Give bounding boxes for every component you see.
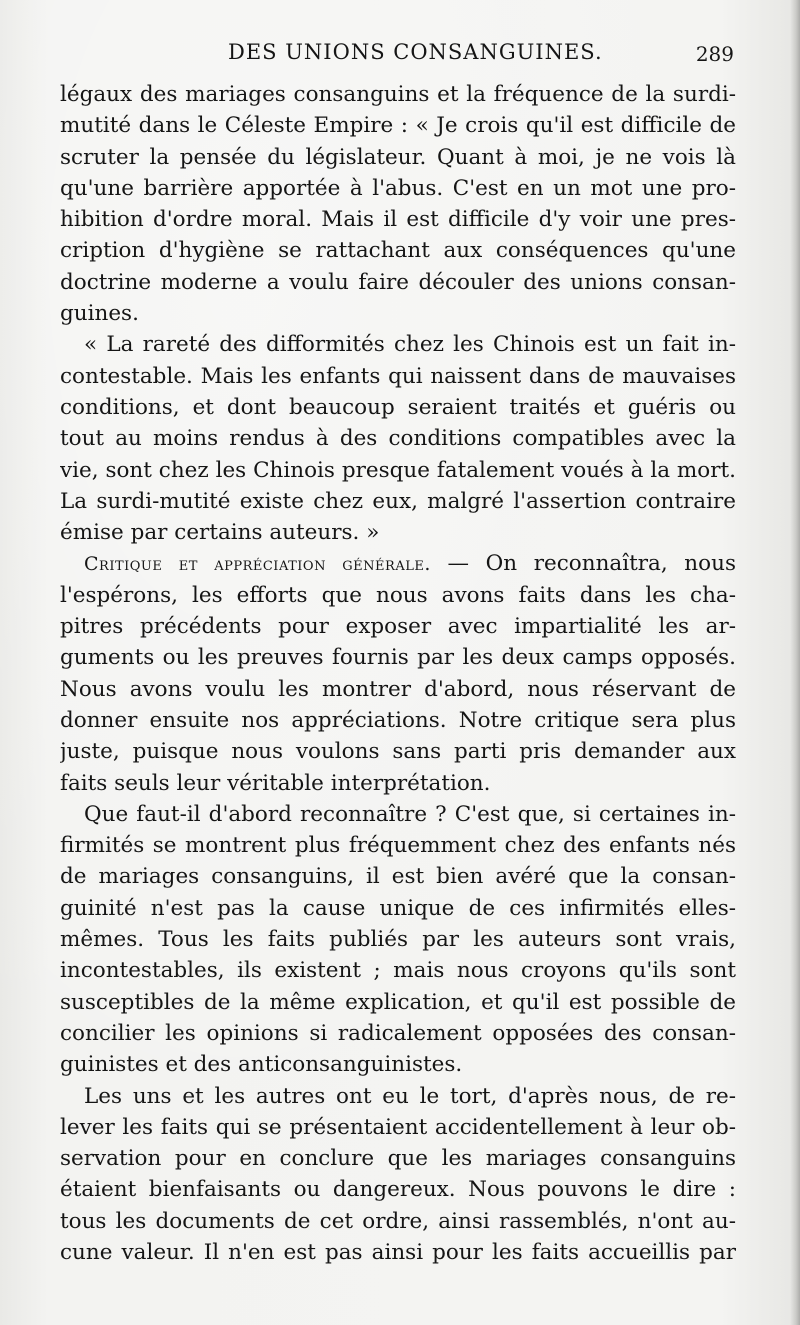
text-line: cune valeur. Il n'en est pas ainsi pour les faits accueillis par — [60, 1239, 736, 1265]
text-line: juste, puisque nous voulons sans parti pris demander aux — [60, 739, 736, 765]
page-number: 289 — [695, 42, 734, 66]
text-line: Nous avons voulu les montrer d'abord, nous réservant de — [60, 676, 736, 702]
text-line: l'espérons, les efforts que nous avons faits dans les cha- — [60, 582, 736, 608]
running-head — [60, 36, 736, 68]
text-line: « La rareté des difformités chez les Chinois est un fait in- — [84, 332, 736, 358]
text-line: mutité dans le Céleste Empire : « Je crois qu'il est difficile de — [60, 113, 736, 139]
text-line: La surdi-mutité existe chez eux, malgré l'assertion contraire — [60, 488, 736, 514]
text-line: pitres précédents pour exposer avec impartialité les ar- — [60, 614, 736, 640]
section-heading-line — [60, 548, 736, 579]
text-line: hibition d'ordre moral. Mais il est difficile d'y voir une pres- — [60, 207, 736, 233]
text-line: guines. — [60, 301, 139, 327]
text-line: tout au moins rendus à des conditions compatibles avec la — [60, 426, 736, 452]
running-title: DES UNIONS CONSANGUINES. — [228, 40, 603, 64]
text-line: conditions, et dont beaucoup seraient traités et guéris ou — [60, 394, 736, 420]
text-line: servation pour en conclure que les mariages consanguins — [60, 1146, 736, 1172]
text-line: Que faut-il d'abord reconnaître ? C'est que, si certaines in- — [84, 801, 736, 827]
text-line: mêmes. Tous les faits publiés par les auteurs sont vrais, — [60, 927, 736, 953]
text-line: faits seuls leur véritable interprétation. — [60, 770, 491, 796]
text-line: émise par certains auteurs. » — [60, 520, 380, 546]
text-line: étaient bienfaisants ou dangereux. Nous pouvons le dire : — [60, 1177, 736, 1203]
text-line: concilier les opinions si radicalement opposées des consan- — [60, 1020, 736, 1046]
section-heading: Critique et appréciation générale. — [84, 553, 431, 576]
text-line: légaux des mariages consanguins et la fréquence de la surdi- — [60, 82, 736, 107]
text-line: qu'une barrière apportée à l'abus. C'est en un mot une pro- — [60, 175, 736, 201]
text-line: firmités se montrent plus fréquemment chez des enfants nés — [60, 833, 736, 859]
text-line: contestable. Mais les enfants qui naissent dans de mauvaises — [60, 363, 736, 389]
text-line: guments ou les preuves fournis par les deux camps opposés. — [60, 645, 736, 671]
body-text — [60, 79, 736, 1268]
text-line: vie, sont chez les Chinois presque fatalement voués à la mort. — [60, 457, 736, 483]
text-line: donner ensuite nos appréciations. Notre critique sera plus — [60, 707, 736, 733]
text-line: tous les documents de cet ordre, ainsi rassemblés, n'ont au- — [60, 1208, 736, 1234]
section-heading-continuation: — On reconnaîtra, nous — [430, 551, 736, 577]
text-line: doctrine moderne a voulu faire découler des unions consan- — [60, 269, 736, 295]
text-line: susceptibles de la même explication, et qu'il est possible de — [60, 989, 736, 1015]
text-line: Les uns et les autres ont eu le tort, d'après nous, de re- — [84, 1083, 736, 1109]
text-line: incontestables, ils existent ; mais nous croyons qu'ils sont — [60, 958, 736, 984]
text-line: scruter la pensée du législateur. Quant à moi, je ne vois là — [60, 144, 736, 170]
text-line: de mariages consanguins, il est bien avéré que la consan- — [60, 864, 736, 890]
text-line: cription d'hygiène se rattachant aux conséquences qu'une — [60, 238, 736, 264]
text-line: guinistes et des anticonsanguinistes. — [60, 1052, 463, 1078]
page-edge-shadow — [790, 0, 800, 1325]
text-line: guinité n'est pas la cause unique de ces infirmités elles- — [60, 895, 736, 921]
text-line: lever les faits qui se présentaient accidentellement à leur ob- — [60, 1114, 736, 1140]
